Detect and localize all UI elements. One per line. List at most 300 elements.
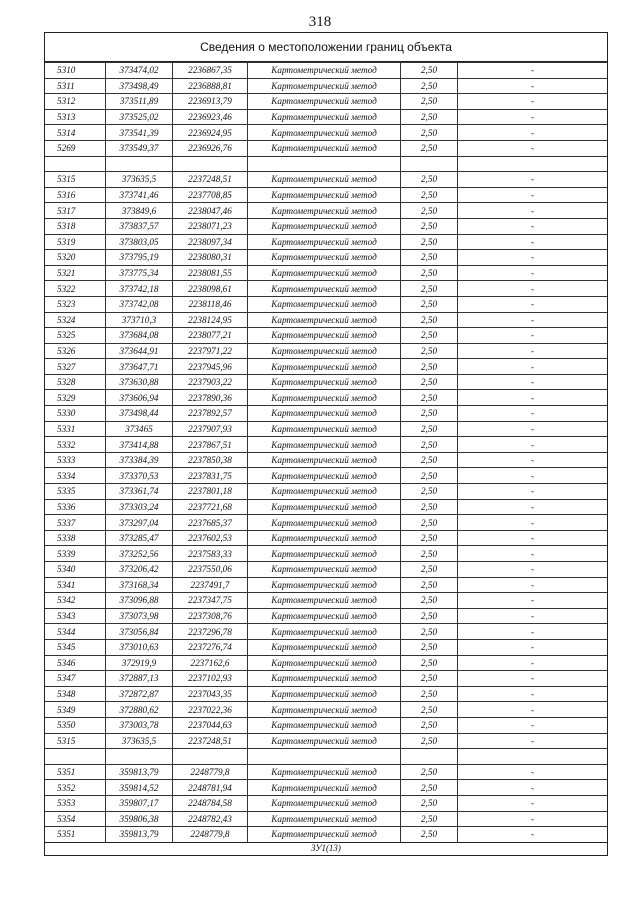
precision-cell: 2,50: [401, 203, 458, 219]
point-number-cell: 5310: [45, 63, 106, 79]
method-cell: Картометрический метод: [248, 811, 401, 827]
coord-y-cell: 2238080,31: [173, 250, 248, 266]
method-cell: Картометрический метод: [248, 717, 401, 733]
coord-x-cell: 373606,94: [106, 390, 173, 406]
precision-cell: [401, 749, 458, 765]
precision-cell: 2,50: [401, 452, 458, 468]
point-number-cell: 5323: [45, 296, 106, 312]
precision-cell: 2,50: [401, 374, 458, 390]
table-row: [45, 94, 607, 110]
coord-y-cell: 2237102,93: [173, 671, 248, 687]
table-row: [45, 406, 607, 422]
point-number-cell: 5317: [45, 203, 106, 219]
note-cell: -: [458, 468, 608, 484]
coord-y-cell: 2237308,76: [173, 608, 248, 624]
note-cell: -: [458, 187, 608, 203]
point-number-cell: 5352: [45, 780, 106, 796]
note-cell: -: [458, 78, 608, 94]
note-cell: -: [458, 764, 608, 780]
coord-y-cell: 2237602,53: [173, 530, 248, 546]
coord-x-cell: 373297,04: [106, 515, 173, 531]
coord-y-cell: 2237550,06: [173, 562, 248, 578]
method-cell: Картометрический метод: [248, 484, 401, 500]
method-cell: Картометрический метод: [248, 437, 401, 453]
table-row: [45, 827, 607, 843]
table-row: [45, 63, 607, 79]
method-cell: Картометрический метод: [248, 686, 401, 702]
method-cell: Картометрический метод: [248, 452, 401, 468]
table-row: [45, 795, 607, 811]
coord-y-cell: 2238047,46: [173, 203, 248, 219]
coord-y-cell: 2238081,55: [173, 265, 248, 281]
coord-y-cell: 2248779,8: [173, 827, 248, 843]
coord-x-cell: 373795,19: [106, 250, 173, 266]
table-row: [45, 359, 607, 375]
coord-x-cell: 373206,42: [106, 562, 173, 578]
table-row: [45, 281, 607, 297]
method-cell: Картометрический метод: [248, 374, 401, 390]
note-cell: [458, 749, 608, 765]
point-number-cell: 5321: [45, 265, 106, 281]
table-row: [45, 608, 607, 624]
table-row: [45, 78, 607, 94]
point-number-cell: 5319: [45, 234, 106, 250]
coord-x-cell: 372872,87: [106, 686, 173, 702]
method-cell: Картометрический метод: [248, 94, 401, 110]
table-row: [45, 374, 607, 390]
point-number-cell: 5314: [45, 125, 106, 141]
note-cell: -: [458, 827, 608, 843]
precision-cell: 2,50: [401, 764, 458, 780]
note-cell: -: [458, 218, 608, 234]
table-row: [45, 530, 607, 546]
precision-cell: 2,50: [401, 733, 458, 749]
point-number-cell: 5334: [45, 468, 106, 484]
precision-cell: 2,50: [401, 562, 458, 578]
point-number-cell: 5342: [45, 593, 106, 609]
note-cell: -: [458, 795, 608, 811]
method-cell: Картометрический метод: [248, 203, 401, 219]
precision-cell: [401, 156, 458, 172]
precision-cell: 2,50: [401, 624, 458, 640]
precision-cell: 2,50: [401, 328, 458, 344]
method-cell: Картометрический метод: [248, 639, 401, 655]
coord-y-cell: 2236913,79: [173, 94, 248, 110]
table-row: [45, 250, 607, 266]
note-cell: -: [458, 671, 608, 687]
note-cell: -: [458, 359, 608, 375]
method-cell: Картометрический метод: [248, 733, 401, 749]
table-row: [45, 764, 607, 780]
point-number-cell: [45, 749, 106, 765]
table-row: [45, 484, 607, 500]
precision-cell: 2,50: [401, 827, 458, 843]
coord-y-cell: 2237903,22: [173, 374, 248, 390]
coord-x-cell: 373849,6: [106, 203, 173, 219]
point-number-cell: 5328: [45, 374, 106, 390]
coord-y-cell: [173, 156, 248, 172]
method-cell: Картометрический метод: [248, 328, 401, 344]
coord-x-cell: 373684,08: [106, 328, 173, 344]
note-cell: -: [458, 296, 608, 312]
point-number-cell: 5349: [45, 702, 106, 718]
method-cell: Картометрический метод: [248, 125, 401, 141]
coord-y-cell: 2237583,33: [173, 546, 248, 562]
coord-x-cell: 373741,46: [106, 187, 173, 203]
coord-x-cell: 373168,34: [106, 577, 173, 593]
coord-y-cell: 2237044,63: [173, 717, 248, 733]
precision-cell: 2,50: [401, 63, 458, 79]
note-cell: -: [458, 530, 608, 546]
method-cell: Картометрический метод: [248, 624, 401, 640]
table-row: [45, 593, 607, 609]
method-cell: Картометрический метод: [248, 421, 401, 437]
coord-x-cell: 373803,05: [106, 234, 173, 250]
table-row: [45, 172, 607, 188]
point-number-cell: 5329: [45, 390, 106, 406]
note-cell: -: [458, 780, 608, 796]
precision-cell: 2,50: [401, 187, 458, 203]
point-number-cell: 5336: [45, 499, 106, 515]
note-cell: -: [458, 515, 608, 531]
precision-cell: 2,50: [401, 717, 458, 733]
coord-y-cell: 2237945,96: [173, 359, 248, 375]
coord-y-cell: 2237721,68: [173, 499, 248, 515]
note-cell: -: [458, 140, 608, 156]
precision-cell: 2,50: [401, 780, 458, 796]
method-cell: Картометрический метод: [248, 468, 401, 484]
method-cell: Картометрический метод: [248, 172, 401, 188]
method-cell: Картометрический метод: [248, 140, 401, 156]
table-row: [45, 218, 607, 234]
coord-x-cell: 373525,02: [106, 109, 173, 125]
precision-cell: 2,50: [401, 281, 458, 297]
method-cell: Картометрический метод: [248, 764, 401, 780]
point-number-cell: 5325: [45, 328, 106, 344]
precision-cell: 2,50: [401, 94, 458, 110]
coord-y-cell: 2236867,35: [173, 63, 248, 79]
precision-cell: 2,50: [401, 109, 458, 125]
table-row: [45, 328, 607, 344]
method-cell: Картометрический метод: [248, 109, 401, 125]
note-cell: -: [458, 452, 608, 468]
coord-x-cell: 359806,38: [106, 811, 173, 827]
precision-cell: 2,50: [401, 78, 458, 94]
coord-y-cell: 2237347,75: [173, 593, 248, 609]
method-cell: Картометрический метод: [248, 562, 401, 578]
table-row: [45, 312, 607, 328]
coord-x-cell: 373837,57: [106, 218, 173, 234]
note-cell: -: [458, 593, 608, 609]
note-cell: -: [458, 437, 608, 453]
coord-x-cell: 373303,24: [106, 499, 173, 515]
coord-x-cell: 373096,88: [106, 593, 173, 609]
method-cell: Картометрический метод: [248, 250, 401, 266]
method-cell: Картометрический метод: [248, 343, 401, 359]
point-number-cell: 5347: [45, 671, 106, 687]
precision-cell: 2,50: [401, 421, 458, 437]
coord-x-cell: 373056,84: [106, 624, 173, 640]
method-cell: Картометрический метод: [248, 655, 401, 671]
point-number-cell: 5315: [45, 733, 106, 749]
table-row: [45, 780, 607, 796]
note-cell: -: [458, 312, 608, 328]
note-cell: -: [458, 343, 608, 359]
table-row: [45, 140, 607, 156]
table-header-title: Сведения о местоположении границ объекта: [45, 33, 607, 62]
coord-x-cell: 373498,49: [106, 78, 173, 94]
coord-y-cell: 2236923,46: [173, 109, 248, 125]
coord-x-cell: 373541,39: [106, 125, 173, 141]
table-row: [45, 234, 607, 250]
point-number-cell: 5354: [45, 811, 106, 827]
table-row-separator: [45, 156, 607, 172]
table-row-separator: [45, 749, 607, 765]
method-cell: Картометрический метод: [248, 281, 401, 297]
precision-cell: 2,50: [401, 795, 458, 811]
method-cell: Картометрический метод: [248, 577, 401, 593]
point-number-cell: 5318: [45, 218, 106, 234]
method-cell: Картометрический метод: [248, 530, 401, 546]
table-row: [45, 296, 607, 312]
point-number-cell: 5337: [45, 515, 106, 531]
coord-y-cell: 2236924,95: [173, 125, 248, 141]
table-row: [45, 686, 607, 702]
point-number-cell: 5351: [45, 827, 106, 843]
note-cell: -: [458, 686, 608, 702]
point-number-cell: 5351: [45, 764, 106, 780]
note-cell: -: [458, 125, 608, 141]
method-cell: Картометрический метод: [248, 608, 401, 624]
point-number-cell: 5322: [45, 281, 106, 297]
precision-cell: 2,50: [401, 671, 458, 687]
point-number-cell: 5269: [45, 140, 106, 156]
precision-cell: 2,50: [401, 484, 458, 500]
precision-cell: 2,50: [401, 172, 458, 188]
coord-y-cell: 2248781,94: [173, 780, 248, 796]
coord-x-cell: 372887,13: [106, 671, 173, 687]
precision-cell: 2,50: [401, 530, 458, 546]
table-row: [45, 717, 607, 733]
coord-x-cell: 373384,39: [106, 452, 173, 468]
method-cell: Картометрический метод: [248, 390, 401, 406]
method-cell: Картометрический метод: [248, 406, 401, 422]
coord-y-cell: 2237850,38: [173, 452, 248, 468]
precision-cell: 2,50: [401, 515, 458, 531]
coord-x-cell: 373252,56: [106, 546, 173, 562]
footer-label: ЗУ1(13): [45, 842, 607, 855]
coord-x-cell: 372919,9: [106, 655, 173, 671]
point-number-cell: 5326: [45, 343, 106, 359]
coord-x-cell: 373498,44: [106, 406, 173, 422]
point-number-cell: 5346: [45, 655, 106, 671]
coord-y-cell: 2238071,23: [173, 218, 248, 234]
method-cell: [248, 749, 401, 765]
coord-y-cell: 2248782,43: [173, 811, 248, 827]
table-row: [45, 125, 607, 141]
note-cell: -: [458, 250, 608, 266]
method-cell: Картометрический метод: [248, 265, 401, 281]
note-cell: -: [458, 577, 608, 593]
document-frame: [44, 32, 608, 856]
table-row: [45, 639, 607, 655]
coord-x-cell: 359807,17: [106, 795, 173, 811]
note-cell: -: [458, 63, 608, 79]
table-row: [45, 421, 607, 437]
note-cell: -: [458, 733, 608, 749]
coord-x-cell: 359813,79: [106, 827, 173, 843]
point-number-cell: 5335: [45, 484, 106, 500]
coord-x-cell: 373511,89: [106, 94, 173, 110]
point-number-cell: 5350: [45, 717, 106, 733]
point-number-cell: 5340: [45, 562, 106, 578]
precision-cell: 2,50: [401, 343, 458, 359]
note-cell: -: [458, 421, 608, 437]
point-number-cell: 5338: [45, 530, 106, 546]
coord-y-cell: 2237248,51: [173, 733, 248, 749]
coord-y-cell: 2238098,61: [173, 281, 248, 297]
coord-y-cell: 2237892,57: [173, 406, 248, 422]
coord-y-cell: 2238118,46: [173, 296, 248, 312]
coord-x-cell: 373549,37: [106, 140, 173, 156]
coord-y-cell: [173, 749, 248, 765]
method-cell: Картометрический метод: [248, 78, 401, 94]
precision-cell: 2,50: [401, 499, 458, 515]
note-cell: -: [458, 608, 608, 624]
coord-x-cell: 373647,71: [106, 359, 173, 375]
table-row: [45, 733, 607, 749]
precision-cell: 2,50: [401, 234, 458, 250]
table-row: [45, 702, 607, 718]
point-number-cell: [45, 156, 106, 172]
precision-cell: 2,50: [401, 296, 458, 312]
note-cell: -: [458, 203, 608, 219]
precision-cell: 2,50: [401, 265, 458, 281]
table-row: [45, 671, 607, 687]
precision-cell: 2,50: [401, 312, 458, 328]
method-cell: Картометрический метод: [248, 515, 401, 531]
method-cell: Картометрический метод: [248, 218, 401, 234]
coord-x-cell: 373635,5: [106, 733, 173, 749]
note-cell: -: [458, 484, 608, 500]
coord-x-cell: [106, 156, 173, 172]
point-number-cell: 5331: [45, 421, 106, 437]
coord-y-cell: 2237867,51: [173, 437, 248, 453]
note-cell: -: [458, 546, 608, 562]
precision-cell: 2,50: [401, 406, 458, 422]
method-cell: Картометрический метод: [248, 546, 401, 562]
method-cell: Картометрический метод: [248, 795, 401, 811]
coord-x-cell: 373742,18: [106, 281, 173, 297]
coord-x-cell: 373742,08: [106, 296, 173, 312]
method-cell: Картометрический метод: [248, 296, 401, 312]
note-cell: -: [458, 234, 608, 250]
coord-x-cell: 373361,74: [106, 484, 173, 500]
note-cell: -: [458, 562, 608, 578]
note-cell: [458, 156, 608, 172]
method-cell: Картометрический метод: [248, 312, 401, 328]
coord-x-cell: 373635,5: [106, 172, 173, 188]
page-number: 318: [308, 14, 332, 30]
point-number-cell: 5343: [45, 608, 106, 624]
note-cell: -: [458, 499, 608, 515]
point-number-cell: 5327: [45, 359, 106, 375]
precision-cell: 2,50: [401, 655, 458, 671]
coord-y-cell: 2237890,36: [173, 390, 248, 406]
method-cell: Картометрический метод: [248, 234, 401, 250]
point-number-cell: 5348: [45, 686, 106, 702]
point-number-cell: 5339: [45, 546, 106, 562]
coord-y-cell: 2237248,51: [173, 172, 248, 188]
note-cell: -: [458, 624, 608, 640]
table-row: [45, 468, 607, 484]
method-cell: Картометрический метод: [248, 780, 401, 796]
method-cell: [248, 156, 401, 172]
table-row: [45, 515, 607, 531]
method-cell: Картометрический метод: [248, 63, 401, 79]
method-cell: Картометрический метод: [248, 671, 401, 687]
coord-y-cell: 2237022,36: [173, 702, 248, 718]
note-cell: -: [458, 374, 608, 390]
coord-x-cell: 373630,88: [106, 374, 173, 390]
precision-cell: 2,50: [401, 608, 458, 624]
point-number-cell: 5330: [45, 406, 106, 422]
table-row: [45, 203, 607, 219]
coord-x-cell: 373775,34: [106, 265, 173, 281]
coord-y-cell: 2237685,37: [173, 515, 248, 531]
table-row: [45, 577, 607, 593]
precision-cell: 2,50: [401, 546, 458, 562]
point-number-cell: 5315: [45, 172, 106, 188]
point-number-cell: 5312: [45, 94, 106, 110]
method-cell: Картометрический метод: [248, 187, 401, 203]
table-row: [45, 265, 607, 281]
coord-x-cell: 373003,78: [106, 717, 173, 733]
coord-x-cell: 373644,91: [106, 343, 173, 359]
point-number-cell: 5332: [45, 437, 106, 453]
table-row: [45, 811, 607, 827]
method-cell: Картометрический метод: [248, 593, 401, 609]
point-number-cell: 5333: [45, 452, 106, 468]
precision-cell: 2,50: [401, 593, 458, 609]
note-cell: -: [458, 717, 608, 733]
coord-y-cell: 2238097,34: [173, 234, 248, 250]
coordinates-table: [45, 62, 607, 843]
precision-cell: 2,50: [401, 686, 458, 702]
table-row: [45, 343, 607, 359]
point-number-cell: 5311: [45, 78, 106, 94]
precision-cell: 2,50: [401, 639, 458, 655]
note-cell: -: [458, 265, 608, 281]
coord-y-cell: 2237708,85: [173, 187, 248, 203]
note-cell: -: [458, 94, 608, 110]
precision-cell: 2,50: [401, 811, 458, 827]
coord-x-cell: 373010,63: [106, 639, 173, 655]
table-row: [45, 499, 607, 515]
point-number-cell: 5313: [45, 109, 106, 125]
coord-x-cell: 373465: [106, 421, 173, 437]
point-number-cell: 5320: [45, 250, 106, 266]
coord-y-cell: 2248779,8: [173, 764, 248, 780]
point-number-cell: 5353: [45, 795, 106, 811]
coord-x-cell: 372880,62: [106, 702, 173, 718]
coord-y-cell: 2237043,35: [173, 686, 248, 702]
coord-y-cell: 2238124,95: [173, 312, 248, 328]
point-number-cell: 5344: [45, 624, 106, 640]
coord-x-cell: 373414,88: [106, 437, 173, 453]
coord-x-cell: 373370,53: [106, 468, 173, 484]
precision-cell: 2,50: [401, 702, 458, 718]
